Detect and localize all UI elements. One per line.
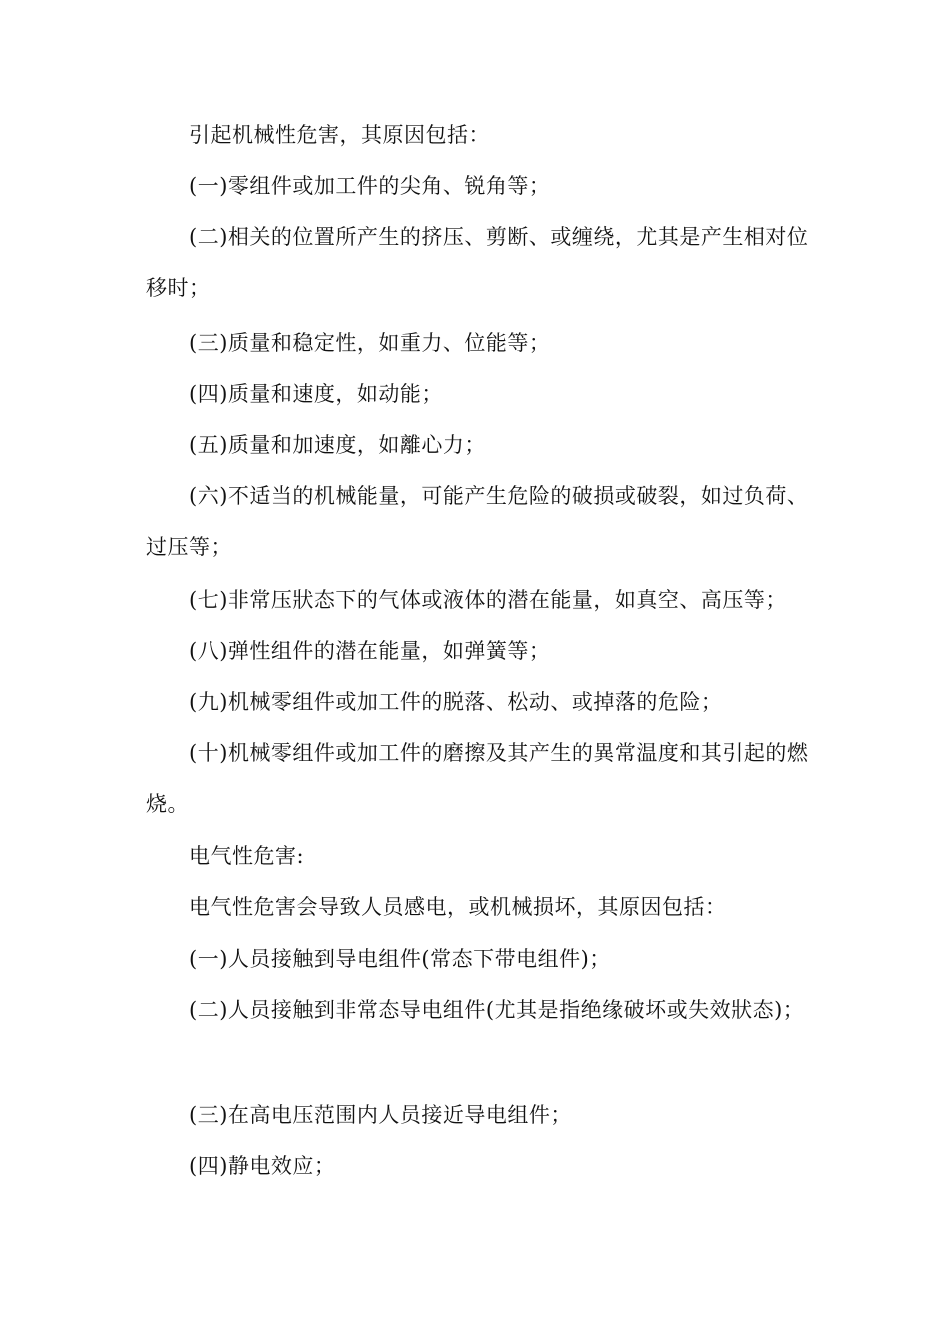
paragraph-item-8: (八)弹性组件的潜在能量，如弹簧等； — [189, 639, 551, 663]
section-heading-electrical-hazard: 电气性危害: — [189, 844, 305, 868]
paragraph-item-6: (六)不适当的机械能量，可能产生危险的破损或破裂，如过负荷、过压等； — [146, 484, 809, 559]
paragraph-electrical-item-3: (三)在高电压范围内人员接近导电组件； — [189, 1103, 572, 1127]
paragraph-electrical-hazard-intro: 电气性危害会导致人员感电，或机械损坏，其原因包括： — [189, 895, 727, 919]
paragraph-item-10: (十)机械零组件或加工件的磨擦及其产生的異常温度和其引起的燃烧。 — [146, 741, 809, 816]
paragraph-item-2: (二)相关的位置所产生的挤压、剪断、或缠绕，尤其是产生相对位移时； — [146, 225, 809, 300]
paragraph-electrical-item-1: (一)人员接触到导电组件(常态下带电组件)； — [189, 947, 611, 971]
paragraph-electrical-item-4: (四)静电效应； — [189, 1154, 336, 1178]
paragraph-item-5: (五)质量和加速度，如離心力； — [189, 433, 486, 457]
paragraph-item-4: (四)质量和速度，如动能； — [189, 382, 443, 406]
paragraph-item-9: (九)机械零组件或加工件的脱落、松动、或掉落的危险； — [189, 690, 723, 714]
paragraph-item-3: (三)质量和稳定性，如重力、位能等； — [189, 331, 551, 355]
paragraph-item-7: (七)非常压狀态下的气体或液体的潜在能量，如真空、高压等； — [189, 588, 787, 612]
paragraph-item-1: (一)零组件或加工件的尖角、锐角等； — [189, 174, 551, 198]
paragraph-electrical-item-2: (二)人员接触到非常态导电组件(尤其是指绝缘破坏或失效狀态)； — [189, 998, 805, 1022]
paragraph-mechanical-hazard-intro: 引起机械性危害，其原因包括： — [189, 123, 490, 147]
